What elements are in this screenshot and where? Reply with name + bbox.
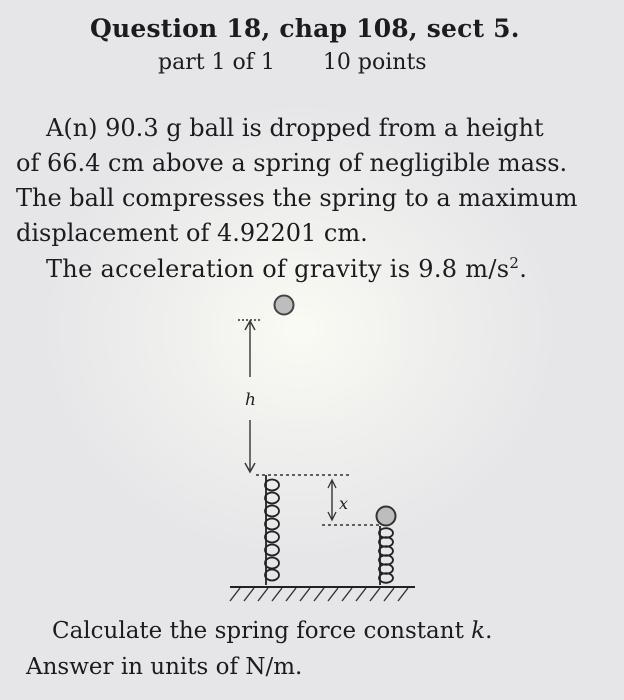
problem-line-2: of 66.4 cm above a spring of negligible mass.	[16, 149, 568, 177]
problem-statement	[16, 111, 616, 251]
gravity-text: The acceleration of gravity is 9.8 m/s	[46, 255, 510, 283]
spring-uncompressed	[265, 475, 279, 585]
question-prompt	[52, 618, 492, 644]
spring-ball-diagram	[200, 285, 440, 615]
ground-hatching	[230, 588, 408, 601]
answer-units: Answer in units of N/m.	[26, 654, 303, 680]
x-label: x	[339, 494, 349, 513]
gravity-exponent: 2	[509, 254, 520, 272]
gravity-statement	[46, 252, 616, 287]
spring-compressed	[379, 526, 393, 585]
falling-ball	[275, 296, 294, 315]
part-label: part 1 of 1	[158, 50, 275, 75]
h-label: h	[245, 390, 256, 410]
gravity-period: .	[519, 255, 528, 283]
question-meta	[158, 50, 427, 75]
calc-period: .	[485, 618, 493, 644]
calc-text: Calculate the spring force constant	[52, 618, 472, 644]
question-title: Question 18, chap 108, sect 5.	[90, 14, 520, 43]
problem-line-1: A(n) 90.3 g ball is dropped from a height	[46, 114, 544, 142]
problem-line-4: displacement of 4.92201 cm.	[16, 219, 368, 247]
points-label: 10 points	[322, 50, 427, 75]
calc-variable: k	[471, 618, 486, 644]
problem-line-3: The ball compresses the spring to a maximum	[16, 184, 578, 212]
ball-on-spring	[377, 507, 396, 526]
